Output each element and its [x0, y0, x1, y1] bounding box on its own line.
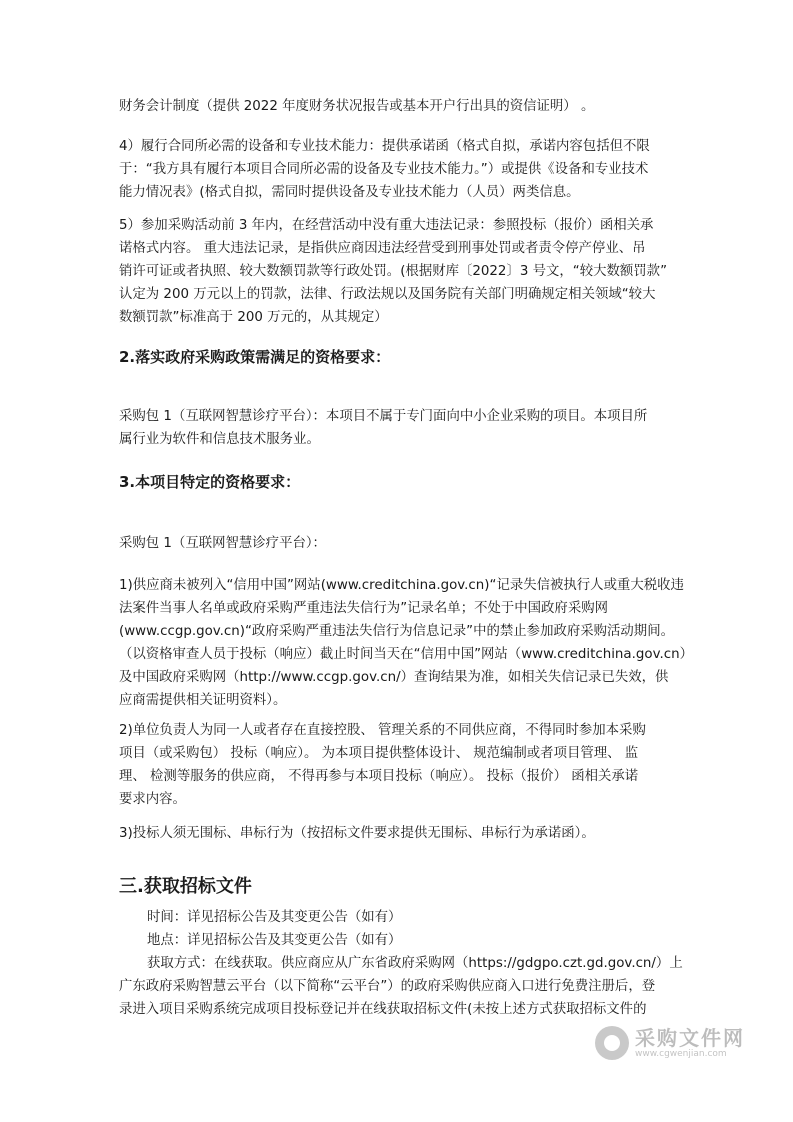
text-line: 诺格式内容。 重大违法记录，是指供应商因违法经营受到刑事处罚或者责令停产停业、吊: [119, 241, 646, 256]
text-line: (www.ccgp.gov.cn)“政府采购严重违法失信行为信息记录”中的禁止参加政府采购活动期间。: [119, 624, 674, 639]
text-line: 项目（或采购包） 投标（响应）。 为本项目提供整体设计、 规范编制或者项目管理、 监: [119, 746, 639, 761]
text-line: 采购包 1（互联网智慧诊疗平台）：: [119, 536, 326, 551]
text-line: 3)投标人须无围标、串标行为（按招标文件要求提供无围标、串标行为承诺函）。: [119, 826, 595, 841]
requirement-2-related-parties: [119, 719, 675, 811]
text-line: （以资格审查人员于投标（响应）截止时间当天在“信用中国”网站（www.creditchina.gov.cn）: [119, 647, 693, 662]
text-line: 及中国政府采购网（http://www.ccgp.gov.cn/）查询结果为准，如相关失信记录已失效，供: [119, 670, 669, 685]
text-line: 2)单位负责人为同一人或者存在直接控股、 管理关系的不同供应商，不得同时参加本采购: [119, 723, 646, 738]
text-line: 4）履行合同所必需的设备和专业技术能力：提供承诺函（格式自拟，承诺内容包括但不限: [119, 139, 650, 154]
text-line: 获取方式：在线获取。供应商应从广东省政府采购网（https://gdgpo.czt.gd.gov.cn/）上: [147, 956, 683, 971]
text-line: 认定为 200 万元以上的罚款，法律、行政法规以及国务院有关部门明确规定相关领域“较大: [119, 287, 656, 302]
text-line: 属行业为软件和信息技术服务业。: [119, 432, 320, 447]
obtain-documents-details: [119, 906, 683, 1021]
requirement-3-no-collusion: [119, 822, 675, 845]
watermark-logo-icon: [595, 1026, 629, 1060]
text-line: 采购包 1（互联网智慧诊疗平台）：本项目不属于专门面向中小企业采购的项目。本项目所: [119, 409, 648, 424]
text-line: 时间：详见招标公告及其变更公告（如有）: [147, 910, 402, 925]
text-line: 要求内容。: [119, 792, 186, 807]
section-title-obtain-documents: 三.获取招标文件: [119, 876, 252, 897]
requirement-1-credit-record: [119, 574, 693, 712]
item-5-no-violations: [119, 214, 675, 329]
text-line: 广东政府采购智慧云平台（以下简称“云平台”）的政府采购供应商入口进行免费注册后，登: [119, 979, 656, 994]
package-1-label: [119, 532, 675, 555]
watermark-url: www.cgwenjian.com: [635, 1048, 727, 1059]
text-line: 地点：详见招标公告及其变更公告（如有）: [147, 933, 402, 948]
text-line: 财务会计制度（提供 2022 年度财务状况报告或基本开户行出具的资信证明） 。: [119, 99, 595, 114]
text-line: 录进入项目采购系统完成项目投标登记并在线获取招标文件(未按上述方式获取招标文件的: [119, 1002, 647, 1017]
site-watermark: [595, 1026, 745, 1060]
heading-specific-requirements: 3.本项目特定的资格要求：: [119, 473, 301, 491]
qualification-finance-line: [119, 95, 675, 118]
watermark-text: 采购文件网: [635, 1025, 745, 1050]
package-1-sme-statement: [119, 405, 675, 451]
text-line: 5）参加采购活动前 3 年内，在经营活动中没有重大违法记录：参照投标（报价）函相关承: [119, 218, 654, 233]
text-line: 能力情况表》(格式自拟，需同时提供设备及专业技术能力（人员）两类信息。: [119, 185, 580, 200]
text-line: 数额罚款”标准高于 200 万元的，从其规定）: [119, 310, 388, 325]
heading-policy-requirements: 2.落实政府采购政策需满足的资格要求：: [119, 348, 391, 366]
text-line: 1)供应商未被列入“信用中国”网站(www.creditchina.gov.cn)“记录失信被执行人或重大税收违: [119, 578, 684, 593]
item-4-equipment: [119, 135, 675, 204]
text-line: 于：“我方具有履行本项目合同所必需的设备及专业技术能力。”）或提供《设备和专业技术: [119, 162, 649, 177]
text-line: 销许可证或者执照、较大数额罚款等行政处罚。(根据财库〔2022〕3 号文，“较大数额罚款”: [119, 264, 668, 279]
text-line: 理、 检测等服务的供应商， 不得再参与本项目投标（响应）。 投标（报价） 函相关承诺: [119, 769, 639, 784]
text-line: 法案件当事人名单或政府采购严重违法失信行为”记录名单；不处于中国政府采购网: [119, 601, 608, 616]
text-line: 应商需提供相关证明资料）。: [119, 693, 287, 708]
